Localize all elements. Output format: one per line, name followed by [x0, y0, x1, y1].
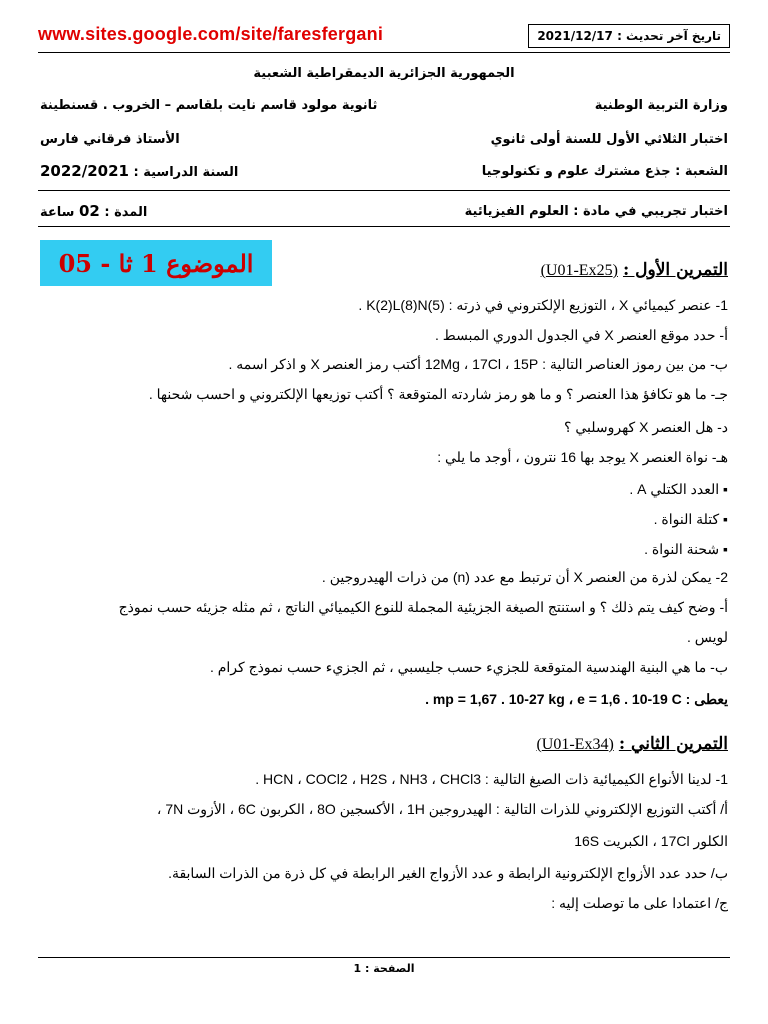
ex2-line-5: ج/ اعتمادا على ما توصلت إليه : — [551, 895, 728, 911]
exercise2-title: التمرين الثاني : — [618, 734, 728, 754]
top-rule — [38, 52, 730, 53]
header-rule-1 — [38, 190, 730, 191]
ex2-line-3: الكلور 17Cl ، الكبريت 16S — [574, 833, 728, 849]
footer-rule — [38, 957, 730, 958]
ex1-line-5: د- هل العنصر X كهروسلبي ؟ — [564, 419, 728, 435]
exercise1-code: (U01-Ex25) — [540, 262, 618, 279]
page-label: الصفحة : — [365, 962, 415, 975]
update-label: تاريخ آخر تحديث : — [617, 29, 721, 43]
ex1-line-12: لويس . — [686, 629, 728, 645]
ex1-given-data: يعطى : mp = 1,67 . 10-27 kg ، e = 1,6 . 10-19 C . — [425, 691, 728, 707]
exercise1-title: التمرين الأول : — [622, 260, 728, 280]
ex1-line-3: ب- من بين رموز العناصر التالية : 12Mg ، 17Cl ، 15P أكتب رمز العنصر X و اذكر اسمه . — [228, 356, 728, 372]
page-footer — [0, 962, 768, 975]
subject-badge: الموضوع 1 ثا - 05 — [40, 240, 272, 286]
ministry-name: وزارة التربية الوطنية — [594, 98, 728, 113]
ex1-line-6: هـ- نواة العنصر X يوجد بها 16 نترون ، أوجد ما يلي : — [437, 449, 728, 465]
top-bar — [38, 24, 730, 50]
site-url-link[interactable]: www.sites.google.com/site/faresfergani — [38, 24, 384, 44]
ex2-line-4: ب/ حدد عدد الأزواج الإلكترونية الرابطة و عدد الأزواج الغير الرابطة في كل ذرة من الذرات السابقة. — [168, 865, 728, 881]
ex1-bullet-3: ▪ شحنة النواة . — [644, 541, 728, 557]
ex1-line-11: أ- وضح كيف يتم ذلك ؟ و استنتج الصيغة الجزيئية المجملة للنوع الكيميائي الناتج ، ثم مثله جزيئه حسب نموذج — [118, 599, 728, 615]
branch: الشعبة : جذع مشترك علوم و تكنولوجيا — [481, 164, 728, 179]
exercise2-code: (U01-Ex34) — [536, 736, 614, 753]
school-name: ثانوية مولود قاسم نايت بلقاسم – الخروب . قسنطينة — [40, 98, 378, 113]
school-year-label: السنة الدراسية : — [133, 165, 239, 180]
ex2-line-1: 1- لدينا الأنواع الكيميائية ذات الصيغ التالية : HCN ، COCl2 ، H2S ، NH3 ، CHCl3 . — [255, 771, 728, 787]
ex1-line-1: 1- عنصر كيميائي X ، التوزيع الإلكتروني في ذرته : K(2)L(8)N(5) . — [358, 297, 728, 313]
school-year-value: 2022/2021 — [40, 162, 129, 180]
duration-label: المدة : — [104, 205, 148, 220]
republic-title: الجمهورية الجزائرية الديمقراطية الشعبية — [253, 66, 515, 81]
ex1-bullet-1: ▪ العدد الكتلي A . — [629, 481, 728, 497]
ex1-bullet-2: ▪ كتلة النواة . — [653, 511, 728, 527]
duration-unit: ساعة — [40, 205, 75, 220]
exercise1-heading — [541, 260, 728, 280]
ex1-line-4: جـ- ما هو تكافؤ هذا العنصر ؟ و ما هو رمز شاردته المتوقعة ؟ أكتب توزيعها الإلكتروني و احسب شحنها . — [148, 386, 728, 402]
header-rule-2 — [38, 226, 730, 227]
exam-title: اختبار الثلاثي الأول للسنة أولى ثانوي — [490, 132, 728, 147]
teacher-name: الأستاذ فرقاني فارس — [40, 132, 180, 147]
ex1-line-2: أ- حدد موقع العنصر X في الجدول الدوري المبسط . — [435, 327, 728, 343]
page-number: 1 — [353, 962, 362, 975]
duration-value: 02 — [78, 202, 100, 220]
duration — [40, 202, 147, 220]
ex1-line-13: ب- ما هي البنية الهندسية المتوقعة للجزيء حسب جليسبي ، ثم الجزيء حسب نموذج كرام . — [209, 659, 728, 675]
exercise2-heading — [536, 734, 728, 754]
update-date-box — [528, 24, 730, 48]
school-year — [40, 162, 238, 180]
update-date: 2021/12/17 — [537, 29, 613, 43]
ex1-line-10: 2- يمكن لذرة من العنصر X أن ترتبط مع عدد (n) من ذرات الهيدروجين . — [321, 569, 728, 585]
ex2-line-2: أ/ أكتب التوزيع الإلكتروني للذرات التالية : الهيدروجين 1H ، الأكسجين 8O ، الكربون 6C ، الأزوت 7N ، — [156, 801, 728, 817]
subject-line: اختبار تجريبي في مادة : العلوم الفيزيائية — [464, 204, 728, 219]
